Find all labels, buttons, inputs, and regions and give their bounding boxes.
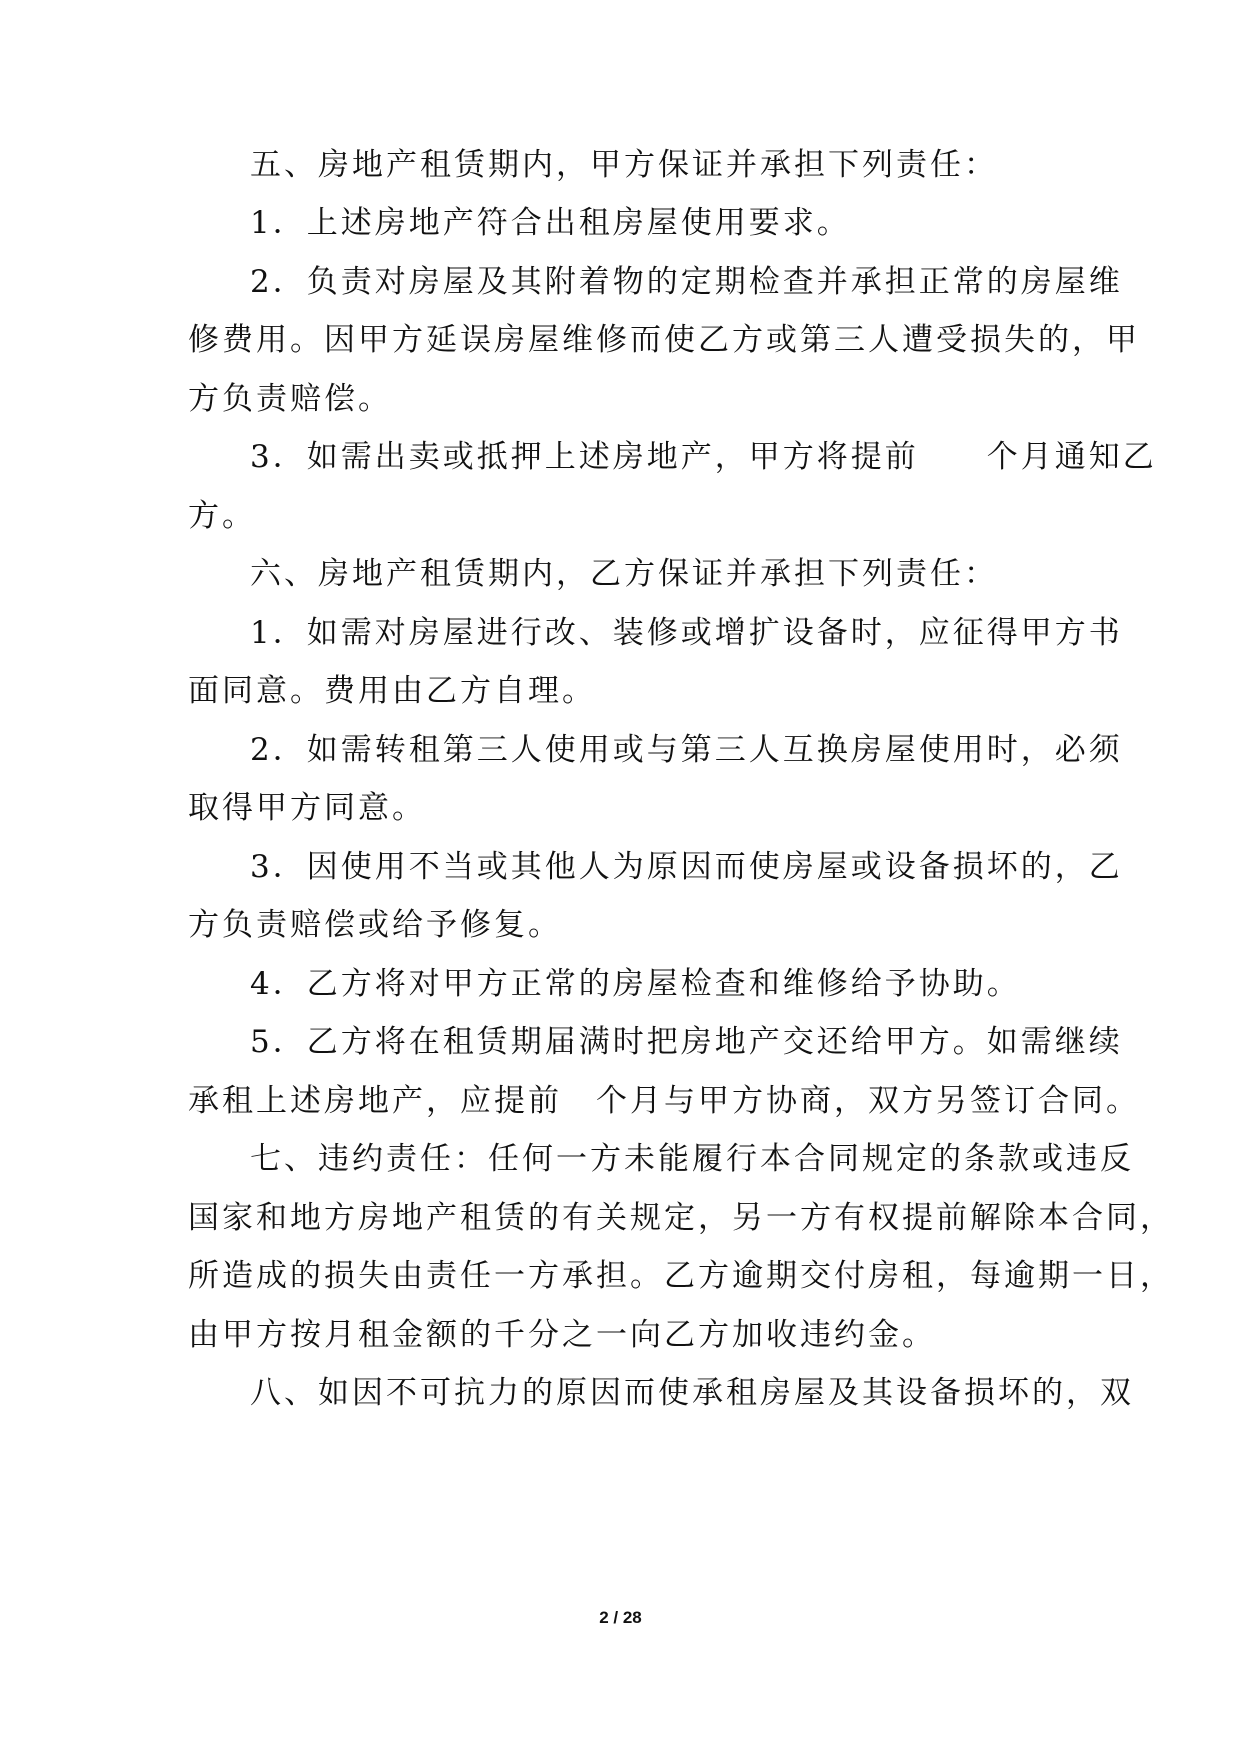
clause-6-2-line-2: 取得甲方同意。: [188, 790, 426, 826]
clause-5-1: 1．上述房地产符合出租房屋使用要求。: [250, 205, 851, 241]
section-7-line-1: 七、违约责任：任何一方未能履行本合同规定的条款或违反: [250, 1141, 1134, 1177]
clause-5-3-line-1: 3．如需出卖或抵押上述房地产，甲方将提前 个月通知乙: [250, 439, 1157, 475]
section-7-line-2: 国家和地方房地产租赁的有关规定，另一方有权提前解除本合同，: [188, 1200, 1174, 1236]
clause-5-2-line-1: 2．负责对房屋及其附着物的定期检查并承担正常的房屋维: [250, 264, 1123, 300]
clause-5-2-line-2: 修费用。因甲方延误房屋维修而使乙方或第三人遭受损失的，甲: [188, 322, 1140, 358]
section-7-line-3: 所造成的损失由责任一方承担。乙方逾期交付房租，每逾期一日，: [188, 1258, 1174, 1294]
clause-6-3-line-1: 3．因使用不当或其他人为原因而使房屋或设备损坏的，乙: [250, 849, 1123, 885]
section-6-heading: 六、房地产租赁期内，乙方保证并承担下列责任：: [250, 556, 998, 592]
clause-6-5-line-1: 5．乙方将在租赁期届满时把房地产交还给甲方。如需继续: [250, 1024, 1123, 1060]
section-7-line-4: 由甲方按月租金额的千分之一向乙方加收违约金。: [188, 1317, 936, 1353]
clause-6-1-line-1: 1．如需对房屋进行改、装修或增扩设备时，应征得甲方书: [250, 615, 1123, 651]
clause-5-2-line-3: 方负责赔偿。: [188, 381, 392, 417]
section-5-heading: 五、房地产租赁期内，甲方保证并承担下列责任：: [250, 147, 998, 183]
clause-5-3-line-2: 方。: [188, 498, 256, 534]
clause-6-1-line-2: 面同意。费用由乙方自理。: [188, 673, 596, 709]
page-number: 2 / 28: [599, 1608, 642, 1627]
clause-6-2-line-1: 2．如需转租第三人使用或与第三人互换房屋使用时，必须: [250, 732, 1123, 768]
clause-6-4: 4．乙方将对甲方正常的房屋检查和维修给予协助。: [250, 966, 1021, 1002]
section-8-line-1: 八、如因不可抗力的原因而使承租房屋及其设备损坏的，双: [250, 1375, 1134, 1411]
clause-6-3-line-2: 方负责赔偿或给予修复。: [188, 907, 562, 943]
clause-6-5-line-2: 承租上述房地产，应提前 个月与甲方协商，双方另签订合同。: [188, 1083, 1140, 1119]
